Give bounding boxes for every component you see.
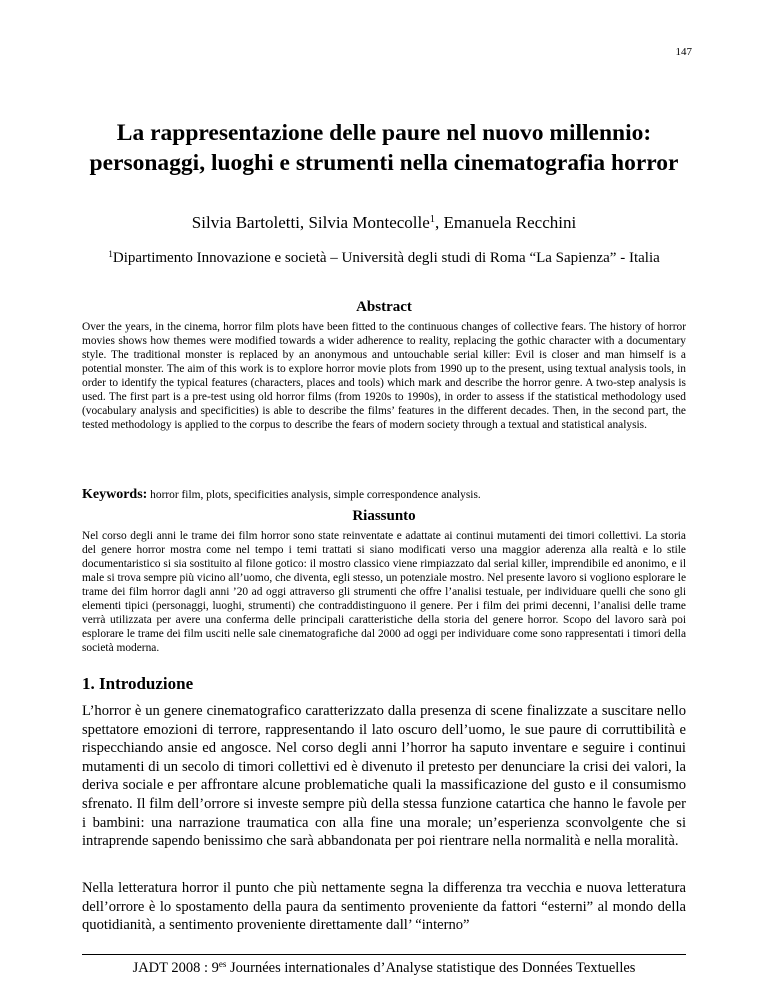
author-2: Silvia Montecolle: [308, 213, 430, 232]
keywords-text: horror film, plots, specificities analysis, simple correspondence analysis.: [147, 489, 481, 501]
affiliation-text: Dipartimento Innovazione e società – Università degli studi di Roma “La Sapienza” - Italia: [112, 250, 660, 266]
abstract-text: Over the years, in the cinema, horror film plots have been fitted to the continuous changes of collective fears. The history of horror movies shows how themes were modified towards a wider adherence to reality, replacing the gothic character with a documentary style. The traditional monster is replaced by an anonymous and untouchable serial killer: Evil is closer and man himself is a potential monster. The aim of this work is to explore horror movie plots from 1990 up to the present, using textual analysis tools, in order to identify the typical features (characters, places and tools) which mark and describe the horror genre. A two-step analysis is used. The first part is a pre-test using old horror films (from 1920s to 1990s), in order to assess if the statistical methodology used (vocabulary analysis and specificities) is able to describe the films’ features in the different decades. Then, in the second part, the tested methodology is applied to the corpus to describe the fears of modern society through a textual and statistical analysis.: [82, 321, 686, 431]
footer: [82, 960, 686, 977]
footer-divider: [82, 954, 686, 955]
affiliation-mark: 1: [108, 249, 113, 260]
footer-text-end: Journées internationales d’Analyse statistique des Données Textuelles: [226, 960, 636, 976]
introduction-paragraph-1: L’horror è un genere cinematografico caratterizzato dalla presenza di scene finalizzate a suscitare nello spettatore emozioni di terrore, rappresentando il lato oscuro dell’uomo, le sue paure di corruttibilità e rispecchiando ansie ed angosce. Nel corso degli anni l’horror ha saputo inventare e seguire i continui mutamenti di un secolo di timori collettivi ed è divenuto il pretesto per denunciare la crisi dei valori, la deriva sociale e per affrontare alcune problematiche quali la massificazione del gusto e il consumismo sfrenato. Il film dell’orrore si investe sempre più della stessa funzione catartica che hanno le favole per i bambini: una narrazione traumatica con alla fine una morale; un’esperienza sconvolgente che si intraprende sapendo benissimo che sarà abbandonata per poi rientrare nella normalità e nella moralità.: [82, 703, 686, 850]
footer-ordinal-suffix: es: [218, 959, 227, 970]
author-3: , Emanuela Recchini: [435, 213, 577, 232]
introduction-heading: 1. Introduzione: [82, 674, 194, 693]
paper-title: [60, 118, 708, 178]
author-2-affiliation-mark: 1: [429, 214, 436, 226]
riassunto-heading: Riassunto: [352, 508, 416, 524]
page-number: 147: [675, 46, 692, 58]
footer-text-start: JADT 2008 : 9: [132, 960, 219, 976]
affiliation: [60, 250, 708, 267]
keywords-label: Keywords:: [82, 487, 148, 502]
introduction-paragraph-2: Nella letteratura horror il punto che più nettamente segna la differenza tra vecchia e nuova letteratura dell’orrore è lo spostamento della paura da sentimento proveniente da fattori “esterni” al mondo della quotidianità, a sentimento proveniente direttamente dall’ “interno”: [82, 880, 686, 934]
keywords: [82, 487, 686, 503]
paper-title-line-2: personaggi, luoghi e strumenti nella cinematografia horror: [89, 150, 679, 176]
authors: [60, 213, 708, 233]
author-1: Silvia Bartoletti,: [191, 213, 309, 232]
riassunto-text: Nel corso degli anni le trame dei film horror sono state reinventate e adattate ai continui mutamenti dei timori collettivi. La storia del genere horror mostra come nel tempo i temi trattati si siano modificati verso una maggior aderenza alla realtà e lo stile documentaristico si sia sostituito al filone gotico: il mostro classico viene rimpiazzato dal serial killer, imprendibile ed anonimo, e il male si trova sempre più vicino all’uomo, che diventa, egli stesso, un potenziale mostro. Nel presente lavoro si vogliono esplorare le trame dei film horror dagli anni ’20 ad oggi attraverso gli strumenti che offre l’analisi testuale, per individuare quelli che sono gli elementi tipici (personaggi, luoghi, strumenti) che contraddistinguono il genere. Per i film dei primi decenni, l’analisi delle trame verrà utilizzata per avere una conferma delle principali caratteristiche della storia del genere horror. Scopo del lavoro sarà poi esplorare le trame dei film usciti nelle sale cinematografiche dal 2000 ad oggi per individuare come sono rappresentati i timori della società moderna.: [82, 530, 686, 654]
abstract-heading: Abstract: [356, 299, 412, 315]
paper-title-line-1: La rappresentazione delle paure nel nuovo millennio:: [116, 120, 652, 146]
